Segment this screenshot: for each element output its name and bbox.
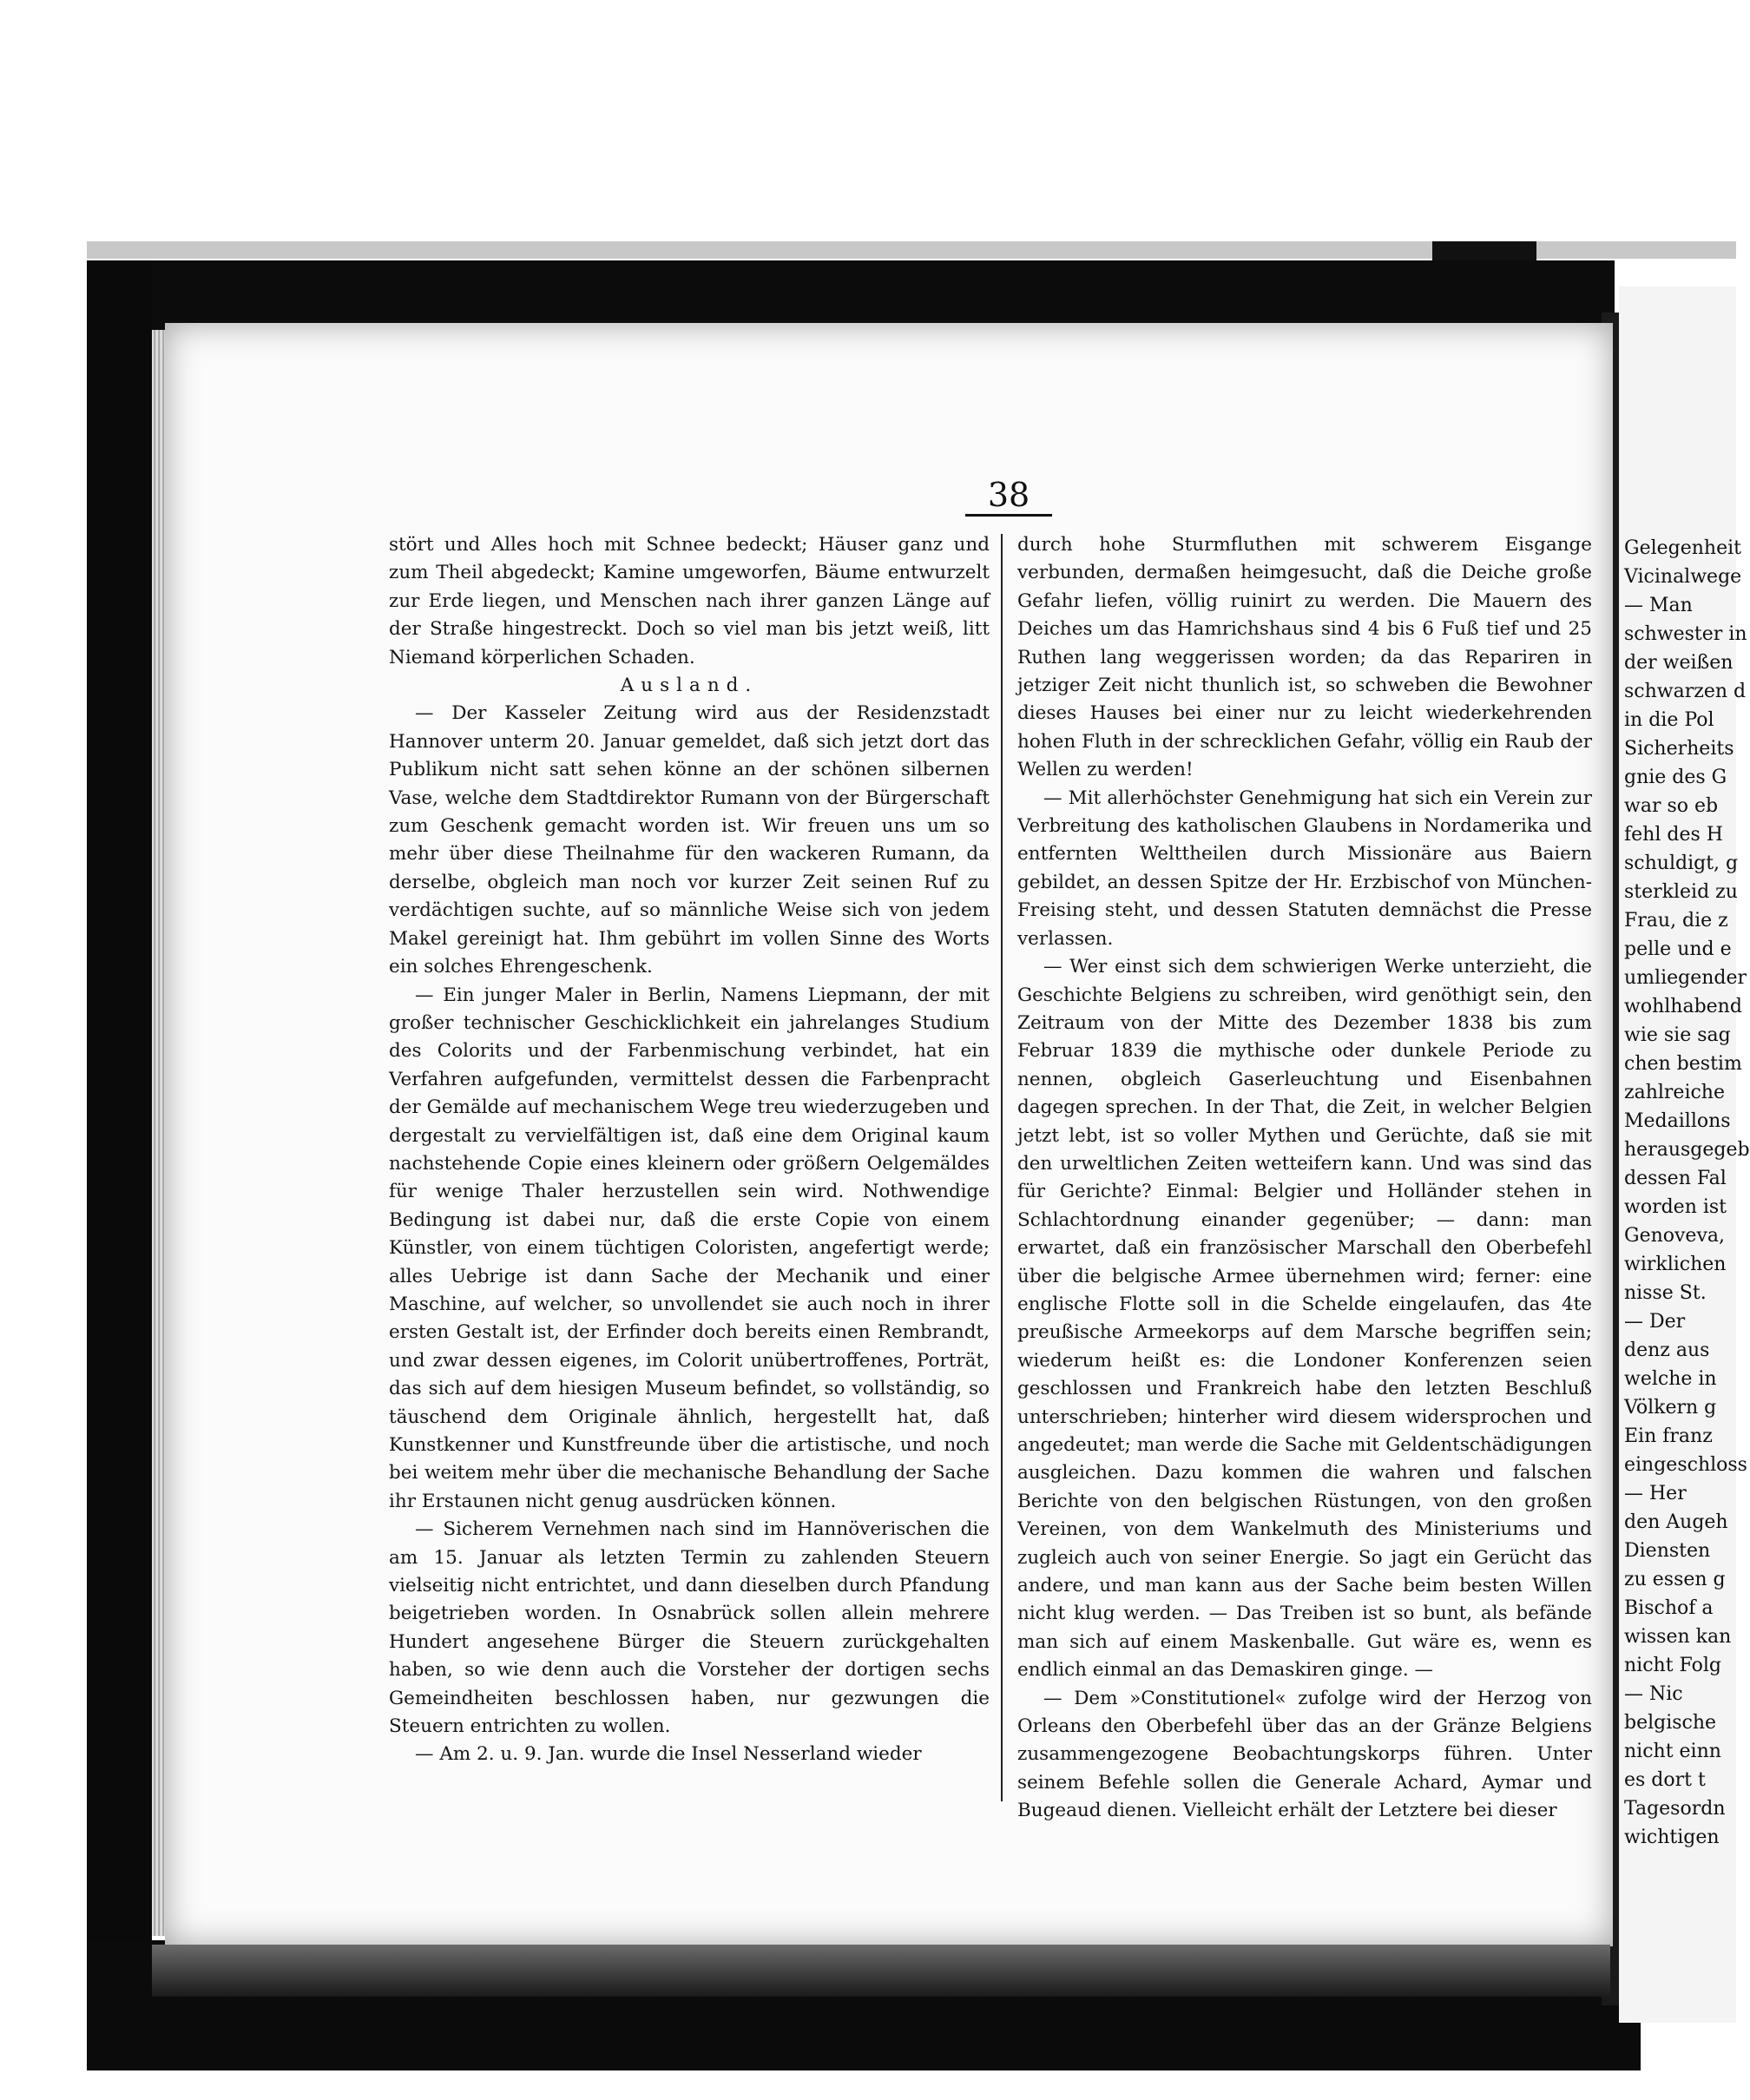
- adjacent-page-line: wohlhabend: [1624, 996, 1742, 1017]
- adjacent-page-line: nicht Folg: [1624, 1655, 1721, 1676]
- adjacent-page-line: — Der: [1624, 1311, 1686, 1333]
- adjacent-page-line: nicht einn: [1624, 1741, 1721, 1762]
- adjacent-page-line: der weißen: [1624, 652, 1734, 674]
- article-paragraph: — Mit allerhöchster Genehmigung hat sich ein Verein zur Verbreitung des katholischen Glaubens in Nordamerika und entfernten Welttheilen durch Missionäre aus Baiern gebildet, an dessen Spitze der Hr. Erzbischof von München-Freising steht, und dessen Statuten demnächst die Presse verlassen.: [1017, 787, 1592, 950]
- column-divider: [1001, 534, 1003, 1801]
- article-paragraph: — Dem »Constitutionel« zufolge wird der Herzog von Orleans den Oberbefehl über das an der Gränze Belgiens zusammengezogene Beobachtungskorps führen. Unter seinem Befehle sollen die Generale Achard, Aymar und Bugeaud dienen. Vielleicht erhält der Letztere bei dieser: [1017, 1687, 1592, 1822]
- adjacent-page-line: Tagesordn: [1624, 1798, 1726, 1820]
- adjacent-page-line: wissen kan: [1624, 1626, 1732, 1648]
- adjacent-page-line: gnie des G: [1624, 767, 1727, 788]
- section-heading: Ausland.: [620, 675, 759, 697]
- adjacent-page-line: Gelegenheit: [1624, 537, 1741, 559]
- adjacent-page-line: fehl des H: [1624, 824, 1723, 846]
- adjacent-page-line: zu essen g: [1624, 1569, 1726, 1590]
- adjacent-page-line: Ein franz: [1624, 1425, 1713, 1447]
- adjacent-page-line: umliegender: [1624, 967, 1747, 989]
- adjacent-page-line: Genoveva,: [1624, 1225, 1725, 1247]
- article-paragraph: — Ein junger Maler in Berlin, Namens Liepmann, der mit großer technischer Geschicklichkeit ein jahrelanges Studium des Colorits und der Farbenmischung verbindet, hat ein Verfahren aufgefunden, vermittelst dessen die Farbenpracht der Gemälde auf mechanischem Wege treu wiederzugeben und dergestalt zu vervielfältigen ist, daß eine dem Original kaum nachstehende Copie eines kleinern oder größern Oelgemäldes für wenige Thaler herzustellen sein wird. Nothwendige Bedingung ist dabei nur, daß die erste Copie von einem Künstler, von einem tüchtigen Coloristen, angefertigt werde; alles Uebrige ist dann Sache der Mechanik und einer Maschine, auf welcher, so unvollendet sie auch noch in ihrer ersten Gestalt ist, der Erfinder doch bereits einen Rembrandt, und zwar dessen eigenes, im Colorit unübertroffenes, Porträt, das sich auf dem hiesigen Museum befindet, so vollständig, so täuschend dem Originale ähnlich, hergestellt hat, daß Kunstkenner und Kunstfreunde über die artistische, und noch bei weitem mehr über die mechanische Behandlung der Sache ihr Erstaunen nicht genug ausdrücken können.: [389, 984, 990, 1512]
- article-paragraph: — Der Kasseler Zeitung wird aus der Residenzstadt Hannover unterm 20. Januar gemeldet, daß sich jetzt dort das Publikum nicht satt sehen könne an der schönen silbernen Vase, welche dem Stadtdirektor Rumann von der Bürgerschaft zum Geschenk gemacht worden ist. Wir freuen uns um so mehr über diese Theilnahme für den wackeren Rumann, da derselbe, obgleich man noch vor kurzer Zeit seinen Ruf zu verdächtigen suchte, auf so männliche Weise sich von jedem Makel gereinigt hat. Ihm gebührt im vollen Sinne des Worts ein solches Ehrengeschenk.: [389, 702, 990, 978]
- adjacent-page-line: Völkern g: [1624, 1397, 1717, 1419]
- adjacent-page-line: es dort t: [1624, 1769, 1706, 1791]
- adjacent-page: [1619, 286, 1750, 2023]
- adjacent-page-line: Diensten: [1624, 1540, 1711, 1562]
- adjacent-page-line: wie sie sag: [1624, 1024, 1731, 1046]
- adjacent-page-text: [1619, 534, 1750, 1852]
- adjacent-page-line: — Nic: [1624, 1683, 1683, 1705]
- left-intro-paragraph: stört und Alles hoch mit Schnee bedeckt; Häuser ganz und zum Theil abgedeckt; Kamine umgeworfen, Bäume entwurzelt zur Erde liegen, und Menschen nach ihrer ganzen Länge auf der Straße hingestreckt. Doch so viel man bis jetzt weiß, litt Niemand körperlichen Schaden.: [389, 534, 990, 668]
- adjacent-page-line: chen bestim: [1624, 1053, 1742, 1075]
- page-number: 38: [987, 476, 1030, 514]
- adjacent-page-line: schuldigt, g: [1624, 853, 1739, 874]
- adjacent-page-line: — Her: [1624, 1483, 1687, 1504]
- adjacent-page-line: Medaillons: [1624, 1110, 1731, 1132]
- book-cover-left: [87, 260, 152, 2066]
- article-paragraph: — Am 2. u. 9. Jan. wurde die Insel Nesserland wieder: [415, 1743, 922, 1766]
- adjacent-page-line: sterkleid zu: [1624, 881, 1738, 903]
- article-paragraph: — Sicherem Vernehmen nach sind im Hannöverischen die am 15. Januar als letzten Termin zu zahlenden Steuern vielseitig nicht entrichtet, und dann dieselben durch Pfandung beigetrieben worden. In Osnabrück sollen allein mehrere Hundert angesehene Bürger die Steuern zurückgehalten haben, so wie denn auch die Vorsteher der dortigen sechs Gemeindheiten beschlossen haben, nur gezwungen die Steuern entrichten zu wollen.: [389, 1518, 990, 1738]
- adjacent-page-line: denz aus: [1624, 1340, 1710, 1361]
- adjacent-page-line: belgische: [1624, 1712, 1717, 1734]
- adjacent-page-line: dessen Fal: [1624, 1168, 1727, 1189]
- adjacent-page-line: Vicinalwege: [1624, 566, 1742, 588]
- adjacent-page-line: welche in: [1624, 1368, 1717, 1390]
- adjacent-page-line: wichtigen: [1624, 1827, 1720, 1848]
- adjacent-page-line: in die Pol: [1624, 709, 1714, 731]
- adjacent-page-line: nisse St.: [1624, 1282, 1707, 1304]
- book-cover-top: [87, 260, 1615, 330]
- article-paragraph: durch hohe Sturmfluthen mit schwerem Eisgange verbunden, dermaßen heimgesucht, daß die Deiche große Gefahr liefen, völlig ruinirt zu werden. Die Mauern des Deiches um das Hamrichshaus sind 4 bis 6 Fuß tief und 25 Ruthen lang weggerissen worden; da das Repariren in jetziger Zeit nicht thunlich ist, so schweben die Bewohner dieses Hauses bei einer nur zu leicht wiederkehrenden hohen Fluth in der schrecklichen Gefahr, völlig ein Raub der Wellen zu werden!: [1017, 534, 1592, 781]
- adjacent-page-line: zahlreiche: [1624, 1082, 1725, 1103]
- adjacent-page-line: Frau, die z: [1624, 910, 1728, 932]
- adjacent-page-line: pelle und e: [1624, 938, 1732, 960]
- adjacent-page-line: schwarzen d: [1624, 681, 1747, 702]
- adjacent-page-line: herausgegeb: [1624, 1139, 1750, 1161]
- left-column: [389, 531, 990, 1769]
- adjacent-page-line: wirklichen: [1624, 1254, 1727, 1275]
- page-bottom-shadow: [152, 1945, 1610, 1997]
- adjacent-page-line: Sicherheits: [1624, 738, 1734, 760]
- article-paragraph: — Wer einst sich dem schwierigen Werke unterzieht, die Geschichte Belgiens zu schreiben, wird genöthigt sein, den Zeitraum von der Mitte des Dezember 1838 bis zum Februar 1839 die mythische oder dunkele Periode zu nennen, obgleich Gaserleuchtung und Eisenbahnen dagegen sprechen. In der That, die Zeit, in welcher Belgien jetzt lebt, ist so voller Mythen und Gerüchte, daß sie mit den urweltlichen Zeiten wetteifern kann. Und was sind das für Gerichte? Einmal: Belgier und Holländer stehen in Schlachtordnung einander gegenüber; — dann: man erwartet, daß ein französischer Marschall den Oberbefehl über die belgische Armee übernehmen wird; ferner: eine englische Flotte soll in die Schelde eingelaufen, das 4te preußische Armeekorps auf dem Marsche begriffen sein; wiederum heißt es: die Londoner Konferenzen seien geschlossen und Frankreich habe den letzten Beschluß unterschrieben; hinterher wird diesem widersprochen und angedeutet; man werde die Sache mit Geldentschädigungen ausgleichen. Dazu kommen die wahren und falschen Berichte von den belgischen Rüstungen, von den großen Vereinen, von dem Wankelmuth des Ministeriums und zugleich auch von seiner Energie. So jagt ein Gerücht das andere, und man kann aus der Sache beim besten Willen nicht klug werden. — Das Treiben ist so bunt, als befände man sich auf einem Maskenballe. Gut wäre es, wenn es endlich einmal an das Demaskiren ginge. —: [1017, 956, 1592, 1682]
- adjacent-page-line: — Man: [1624, 595, 1693, 616]
- adjacent-page-line: worden ist: [1624, 1196, 1727, 1218]
- adjacent-page-line: Bischof a: [1624, 1597, 1714, 1619]
- adjacent-page-line: schwester in: [1624, 623, 1747, 645]
- adjacent-page-line: eingeschloss: [1624, 1454, 1747, 1476]
- page-number-rule: [965, 514, 1052, 517]
- adjacent-page-line: war so eb: [1624, 795, 1719, 817]
- right-column: [1017, 531, 1592, 1826]
- adjacent-page-line: den Augeh: [1624, 1511, 1728, 1533]
